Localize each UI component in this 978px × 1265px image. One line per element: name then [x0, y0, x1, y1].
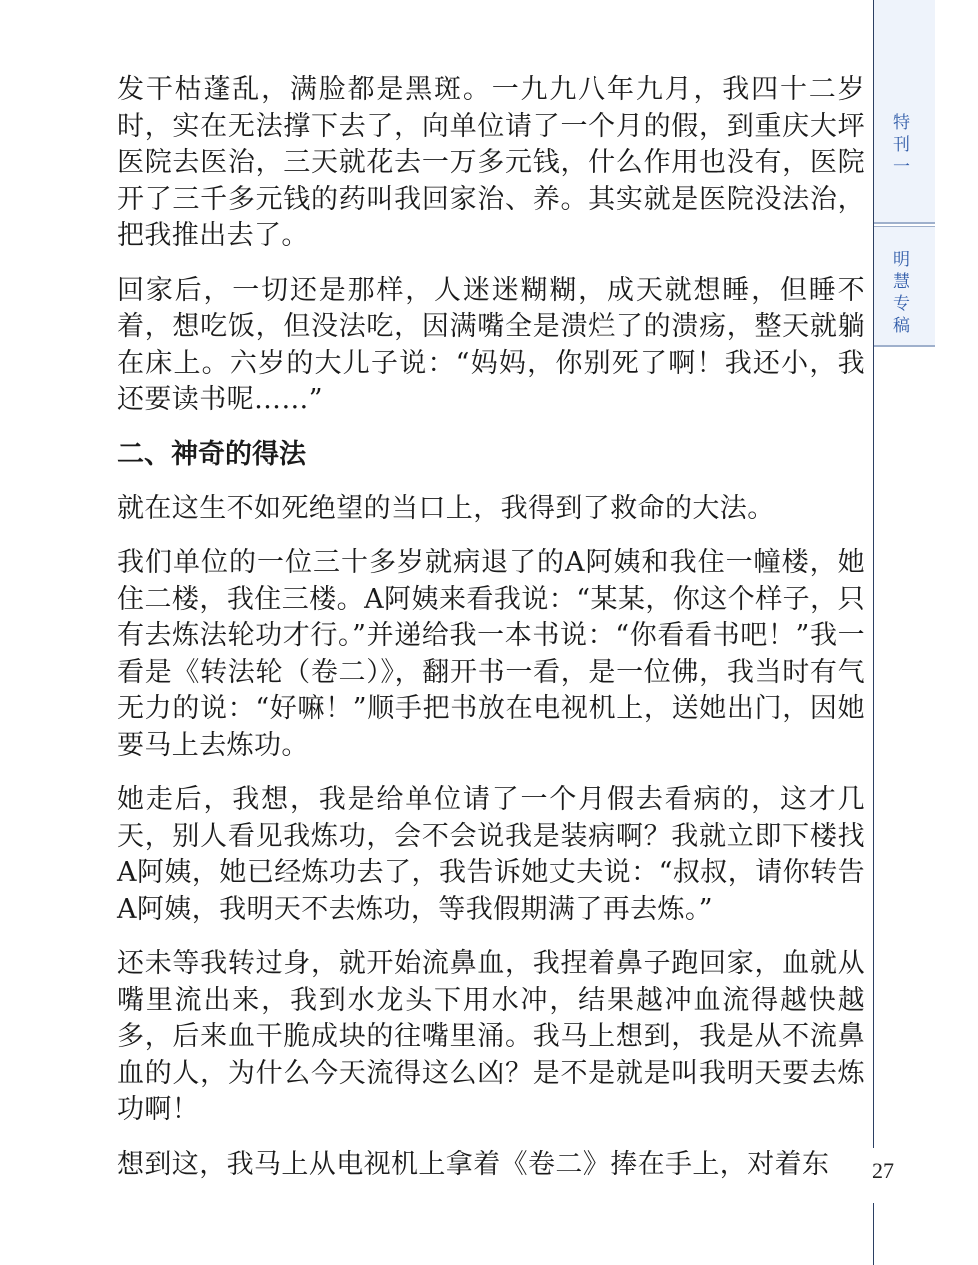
side-tab-char: 特 — [893, 113, 916, 133]
side-tab-char: 专 — [893, 294, 916, 314]
side-tab-label — [874, 112, 935, 178]
paragraph: 就在这生不如死绝望的当口上，我得到了救命的大法。 — [117, 492, 775, 524]
side-tab-char: 一 — [893, 157, 916, 177]
side-tab-char: 明 — [893, 250, 916, 270]
margin-rule-lower — [873, 1203, 874, 1265]
side-tab-minghui — [874, 226, 935, 347]
paragraph: 回家后，一切还是那样，人迷迷糊糊，成天就想睡，但睡不着，想吃饭，但没法吃，因满嘴全是溃烂了的溃疡，整天就躺在床上。六岁的大儿子说：“妈妈，你别死了啊！我还小，我还要读书呢……” — [117, 274, 865, 415]
side-tab-char: 慧 — [893, 272, 916, 292]
side-tab-label — [874, 249, 935, 337]
section-heading: 二、神奇的得法 — [117, 438, 306, 470]
paragraph: 发干枯蓬乱，满脸都是黑斑。一九九八年九月，我四十二岁时，实在无法撑下去了，向单位请了一个月的假，到重庆大坪医院去医治，三天就花去一万多元钱，什么作用也没有，医院开了三千多元钱的药叫我回家治、养。其实就是医院没法治，把我推出去了。 — [117, 74, 865, 251]
paragraph: 还未等我转过身，就开始流鼻血，我捏着鼻子跑回家，血就从嘴里流出来，我到水龙头下用水冲，结果越冲血流得越快越多，后来血干脆成块的往嘴里涌。我马上想到，我是从不流鼻血的人，为什么今天流得这么凶？是不是就是叫我明天要去炼功啊！ — [117, 948, 865, 1125]
paragraph: 我们单位的一位三十多岁就病退了的A阿姨和我住一幢楼，她住二楼，我住三楼。A阿姨来看我说：“某某，你这个样子，只有去炼法轮功才行。”并递给我一本书说：“你看看书吧！”我一看是《转法轮（卷二）》，翻开书一看，是一位佛，我当时有气无力的说：“好嘛！”顺手把书放在电视机上，送她出门，因她要马上去炼功。 — [117, 547, 865, 761]
paragraph: 她走后，我想，我是给单位请了一个月假去看病的，这才几天，别人看见我炼功，会不会说我是装病啊？我就立即下楼找A阿姨，她已经炼功去了，我告诉她丈夫说：“叔叔，请你转告A阿姨，我明天不去炼功，等我假期满了再去炼。” — [117, 784, 865, 925]
side-tab-special-issue — [874, 0, 935, 224]
side-tab-char: 稿 — [893, 316, 916, 336]
paragraph: 想到这，我马上从电视机上拿着《卷二》捧在手上，对着东 — [117, 1148, 830, 1180]
page-number: 27 — [872, 1158, 894, 1183]
side-tab-char: 刊 — [893, 135, 916, 155]
article-body — [117, 72, 865, 1201]
